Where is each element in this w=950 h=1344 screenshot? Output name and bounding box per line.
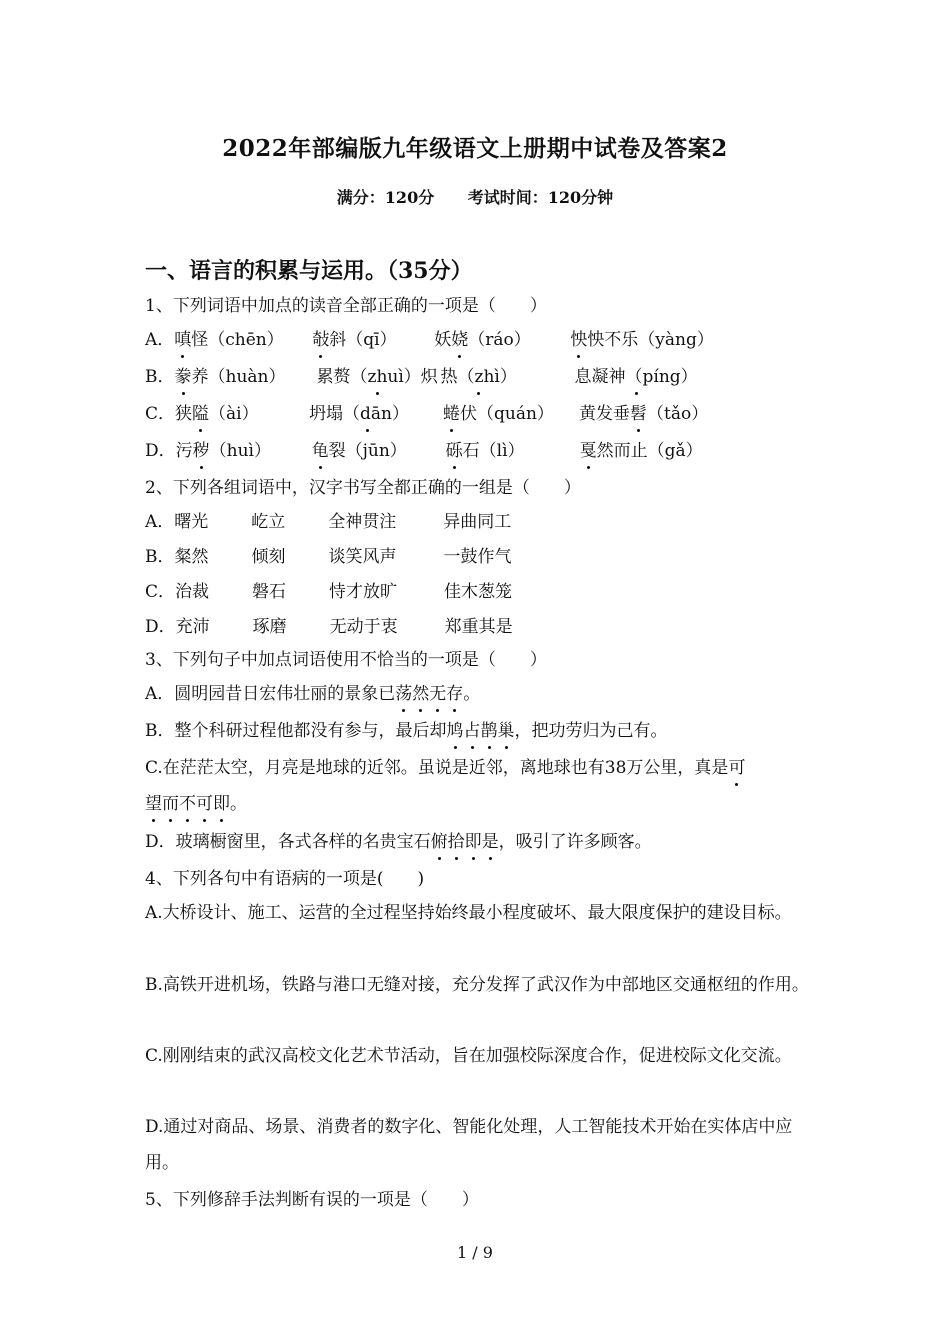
q2-option-a: A．曙光 屹立 全神贯注 异曲同工 [145, 512, 512, 532]
emphasis-char: 是 [481, 832, 499, 852]
emphasis-char: 巢 [497, 721, 515, 741]
emphasis-char: 望 [145, 794, 162, 814]
emphasis-char: 占 [463, 721, 481, 741]
exam-info [0, 185, 950, 208]
emphasis-char: 可 [728, 758, 746, 778]
emphasis-char: 而 [162, 794, 179, 814]
q2-option-c: C．治裁 磐石 恃才放旷 佳木葱笼 [145, 582, 513, 602]
emphasis-char: 即 [213, 794, 230, 814]
q3-option-b: B．整个科研过程他都没有参与，最后却鸠占鹊巢，把功劳归为己有。 [145, 721, 668, 741]
dotted-phrase [728, 758, 745, 778]
q4-option-a: A.大桥设计、施工、运营的全过程坚持始终最小程度破坏、最大限度保护的建设目标。 [145, 903, 792, 923]
page-title: 2022年部编版九年级语文上册期中试卷及答案2 [222, 135, 728, 162]
dotted-phrase [447, 721, 515, 741]
dotted-phrase [145, 794, 230, 814]
emphasis-char: 可 [196, 794, 213, 814]
emphasis-char: 鸠 [446, 721, 464, 741]
q3-option-d: D．玻璃橱窗里，各式各样的名贵宝石俯拾即是，吸引了许多顾客。 [145, 832, 652, 852]
emphasis-char: 鹊 [480, 721, 498, 741]
emphasis-char: 拾 [447, 832, 465, 852]
q2-stem: 2、下列各组词语中，汉字书写全都正确的一组是（ ） [145, 478, 581, 498]
q3-option-c-line2: 望而不可即。 [145, 794, 247, 814]
q4-stem: 4、下列各句中有语病的一项是( ) [145, 869, 425, 889]
q1-option-d: D．污秽（huì） 龟裂（jūn） 砾石（lì） 戛然而止（gǎ） [145, 441, 703, 461]
emphasis-char: 即 [464, 832, 482, 852]
page-number: 1 / 9 [457, 1243, 493, 1262]
q3-option-a: A．圆明园昔日宏伟壮丽的景象已荡然无存。 [145, 684, 481, 704]
q2-option-b: B．粲然 倾刻 谈笑风声 一鼓作气 [145, 547, 512, 567]
emphasis-char: 然 [412, 684, 430, 704]
q1-option-b: B．豢养（huàn） 累赘（zhuì）炽 热（zhì） 息凝神（píng） [145, 367, 698, 387]
q4-option-d: D.通过对商品、场景、消费者的数字化、智能化处理，人工智能技术开始在实体店中应用。 [145, 1117, 793, 1173]
emphasis-char: 荡 [395, 684, 413, 704]
dotted-phrase [431, 832, 499, 852]
emphasis-char: 存 [446, 684, 464, 704]
q3-option-c-line1: C.在茫茫太空，月亮是地球的近邻。虽说是近邻，离地球也有38万公里，真是可 [145, 758, 746, 778]
exam-time: 考试时间：120分钟 [467, 188, 614, 207]
dotted-phrase [395, 684, 463, 704]
emphasis-char: 无 [429, 684, 447, 704]
q1-option-c: C．狭隘（ài） 坍塌（dān） 蜷伏（quán） 黄发垂髫（tǎo） [145, 404, 709, 424]
q5-stem: 5、下列修辞手法判断有误的一项是（ ） [145, 1190, 479, 1210]
q3-stem: 3、下列句子中加点词语使用不恰当的一项是（ ） [145, 650, 547, 670]
q4-option-b: B.高铁开进机场，铁路与港口无缝对接，充分发挥了武汉作为中部地区交通枢纽的作用。 [145, 975, 809, 995]
q4-option-c: C.刚刚结束的武汉高校文化艺术节活动，旨在加强校际深度合作，促进校际文化交流。 [145, 1046, 792, 1066]
q1-stem: 1、下列词语中加点的读音全部正确的一项是（ ） [145, 296, 547, 316]
emphasis-char: 不 [179, 794, 196, 814]
full-score: 满分：120分 [336, 188, 435, 207]
section-heading: 一、语言的积累与运用。（35分） [145, 258, 473, 284]
q1-option-a: A．嗔怪（chēn） 敧斜（qī） 妖娆（ráo） 怏怏不乐（yàng） [145, 330, 714, 350]
emphasis-char: 俯 [430, 832, 448, 852]
q2-option-d: D．充沛 琢磨 无动于衷 郑重其是 [145, 617, 513, 637]
